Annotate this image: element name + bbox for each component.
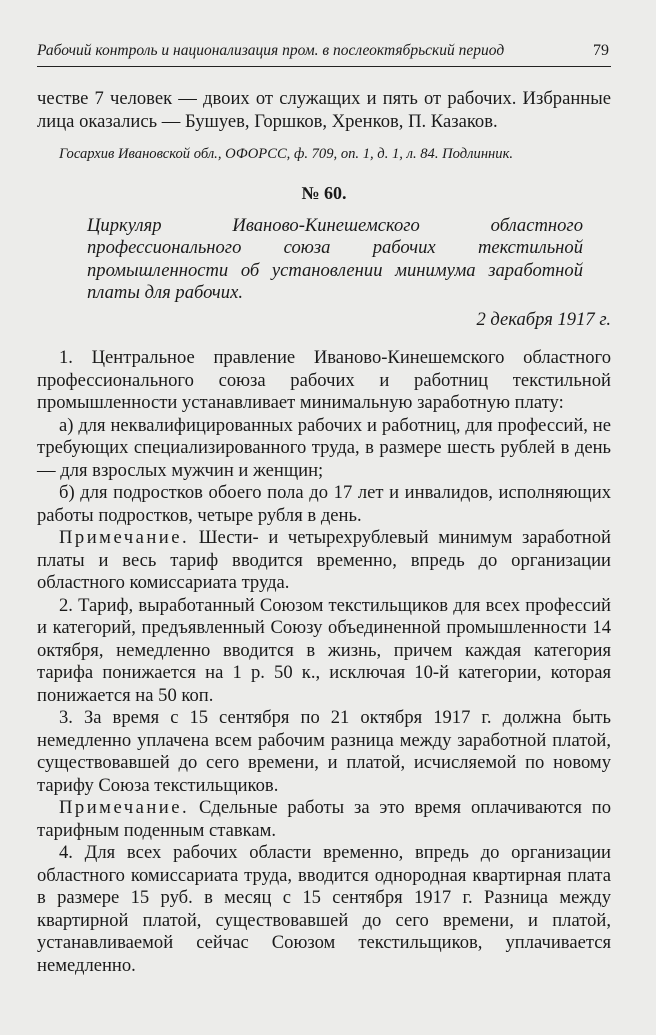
running-header <box>37 42 609 60</box>
note-1 <box>37 527 611 595</box>
document-date: 2 декабря 1917 г. <box>476 308 611 330</box>
page-number: 79 <box>593 42 609 59</box>
note-label: Примечание. <box>59 797 190 818</box>
note-2 <box>37 797 611 842</box>
running-title: Рабочий контроль и национализация пром. в послеоктябрьский период <box>37 42 505 59</box>
paragraph-4: 4. Для всех рабочих области временно, впредь до организации областного комиссариата труда, вводится однородная квартирная плата в размере 15 руб. в месяц с 15 сентября 1917 г. Разница между квартирной платой, существовавшей до сего времени, и платой, устанавливаемой сейчас Союзом текстильщиков, уплачивается немедленно. <box>37 842 611 976</box>
paragraph-3: 3. За время с 15 сентября по 21 октября 1917 г. должна быть немедленно уплачена всем рабочим разница между заработной платой, существовавшей до сего времени, и платой, исчисляемой по новому тарифу Союза текстильщиков. <box>37 707 611 796</box>
note-text: Шести- и четырехрублевый минимум заработной платы и весь тариф вводится временно, впредь до организации областного комиссариата труда. <box>37 527 611 593</box>
note-text: Сдельные работы за это время оплачиваются по тарифным поденным ставкам. <box>37 797 611 841</box>
header-rule <box>37 66 611 67</box>
paragraph-2: 2. Тариф, выработанный Союзом текстильщиков для всех профессий и категорий, предъявленный Союзу объединенной промышленности 14 октября, немедленно вводится в жизнь, причем каждая категория тарифа понижается на 1 р. 50 к., исключая 10-й категории, которая понижается на 50 коп. <box>37 594 611 706</box>
paragraph-1b: б) для подростков обоего пола до 17 лет и инвалидов, исполняющих работы подростков, четыре рубля в день. <box>37 482 611 526</box>
paragraph-1: 1. Центральное правление Иваново-Кинешемского областного профессионального союза рабочих и работниц текстильной промышленности устанавливает минимальную заработную плату: <box>37 347 611 413</box>
page-body <box>37 88 611 977</box>
paragraph-1a: а) для неквалифицированных рабочих и работниц, для профессий, не требующих специализированного труда, в размере шесть рублей в день — для взрослых мужчин и женщин; <box>37 414 611 481</box>
document-title: Циркуляр Иваново-Кинешемского областного профессионального союза рабочих текстильной промышленности об установлении минимума заработной платы для рабочих. <box>87 214 583 303</box>
archive-source: Госархив Ивановской обл., ОФОРСС, ф. 709, оп. 1, д. 1, л. 84. Подлинник. <box>59 146 514 162</box>
note-label: Примечание. <box>59 527 190 548</box>
continuation-text: честве 7 человек — двоих от служащих и пять от рабочих. Избранные лица оказались — Бушуев, Горшков, Хренков, П. Казаков. <box>37 88 611 132</box>
document-number: № 60. <box>301 183 347 203</box>
